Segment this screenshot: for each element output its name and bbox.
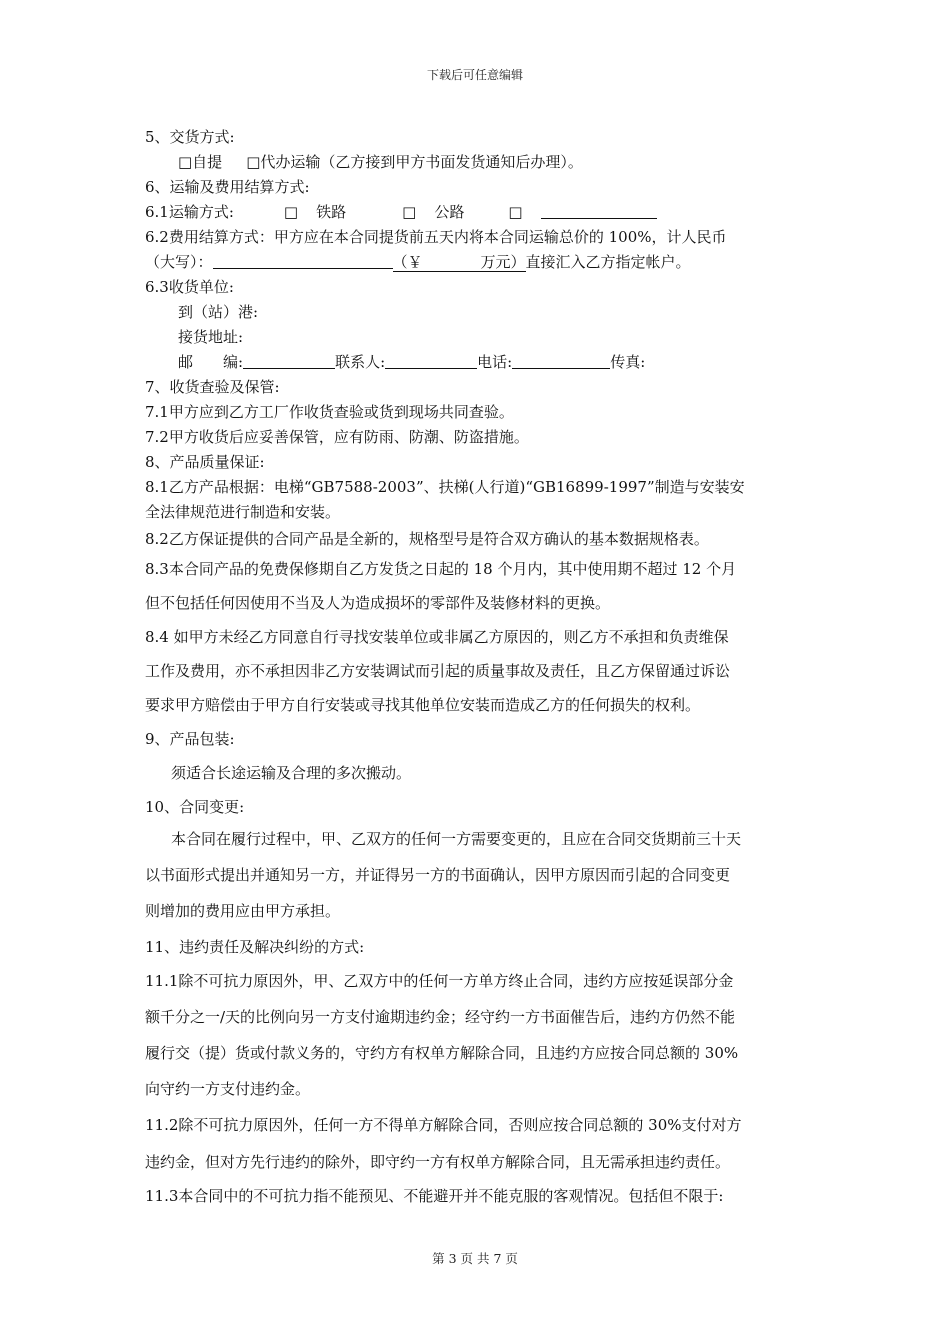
rail-label: 铁路 [316, 203, 347, 221]
destination-station: 到（站）港: [178, 303, 259, 321]
fee-settlement-line-1: 6.2费用结算方式：甲方应在本合同提货前五天内将本合同运输总价的 100%，计人民币 [145, 228, 727, 246]
section-9-title: 9、产品包装: [145, 730, 235, 748]
clause-8-1-line-2: 全法律规范进行制造和安装。 [145, 503, 341, 521]
phone-blank [512, 352, 610, 369]
checkbox-road: □ [402, 203, 417, 221]
clause-11-1-line-3: 履行交（提）货或付款义务的，守约方有权单方解除合同，且违约方应按合同总额的 30% [145, 1044, 739, 1062]
receiving-address: 接货地址: [178, 328, 244, 346]
transport-method-label: 6.1运输方式: [145, 203, 234, 221]
page-footer: 第 3 页 共 7 页 [432, 1251, 518, 1266]
clause-11-1-line-1: 11.1除不可抗力原因外，甲、乙双方中的任何一方单方终止合同，违约方应按延误部分金 [145, 972, 734, 990]
checkbox-other: □ [508, 203, 523, 221]
contact-blank [385, 352, 477, 369]
page-header: 下载后可任意编辑 [426, 68, 523, 82]
transport-method-line [145, 202, 657, 222]
section-6-title: 6、运输及费用结算方式: [145, 178, 310, 196]
road-label: 公路 [434, 203, 465, 221]
section-5-title: 5、交货方式: [145, 128, 235, 146]
contact-label: 联系人: [335, 353, 386, 371]
yuan-prefix: （￥ [392, 253, 423, 271]
clause-11-3: 11.3本合同中的不可抗力指不能预见、不能避开并不能克服的客观情况。包括但不限于: [145, 1187, 724, 1205]
clause-8-4-line-1: 8.4 如甲方未经乙方同意自行寻找安装单位或非属乙方原因的，则乙方不承担和负责维保 [145, 628, 729, 646]
postcode-blank [243, 352, 335, 369]
section-7-title: 7、收货查验及保管: [145, 378, 280, 396]
checkbox-rail: □ [283, 203, 299, 221]
clause-11-2-line-1: 11.2除不可抗力原因外，任何一方不得单方解除合同，否则应按合同总额的 30%支付对方 [145, 1116, 742, 1134]
section-10-title: 10、合同变更: [145, 798, 245, 816]
fee-settlement-line-2 [145, 252, 691, 272]
contract-change-line-1: 本合同在履行过程中，甲、乙双方的任何一方需要变更的，且应在合同交货期前三十天 [171, 830, 742, 848]
clause-8-4-line-2: 工作及费用，亦不承担因非乙方安装调试而引起的质量事故及责任，且乙方保留通过诉讼 [145, 662, 731, 680]
clause-8-3-line-1: 8.3本合同产品的免费保修期自乙方发货之日起的 18 个月内，其中使用期不超过 12 个月 [145, 560, 737, 578]
amount-words-blank [213, 252, 393, 269]
clause-8-2: 8.2乙方保证提供的合同产品是全新的，规格型号是符合双方确认的基本数据规格表。 [145, 530, 709, 548]
contract-change-line-2: 以书面形式提出并通知另一方，并证得另一方的书面确认，因甲方原因而引起的合同变更 [145, 866, 731, 884]
other-method-blank [541, 202, 657, 219]
postcode-label: 邮 编: [178, 353, 244, 371]
option-agent-transport: □代办运输（乙方接到甲方书面发货通知后办理）。 [246, 153, 583, 171]
section-8-title: 8、产品质量保证: [145, 453, 265, 471]
delivery-options [178, 152, 583, 172]
clause-8-4-line-3: 要求甲方赔偿由于甲方自行安装或寻找其他单位安装而造成乙方的任何损失的权利。 [145, 696, 701, 714]
clause-7-1: 7.1甲方应到乙方工厂作收货查验或货到现场共同查验。 [145, 403, 514, 421]
consignee-title: 6.3收货单位: [145, 278, 234, 296]
amount-figure-field [393, 253, 526, 272]
clause-8-1-line-1: 8.1乙方产品根据：电梯“GB7588-2003”、扶梯(人行道)“GB16899-1997”制造与安装安 [145, 478, 745, 496]
contract-change-line-3: 则增加的费用应由甲方承担。 [145, 902, 341, 920]
clause-7-2: 7.2甲方收货后应妥善保管，应有防雨、防潮、防盗措施。 [145, 428, 529, 446]
wan-yuan-suffix: 万元） [480, 253, 526, 271]
clause-11-2-line-2: 违约金，但对方先行违约的除外，即守约一方有权单方解除合同，且无需承担违约责任。 [145, 1153, 731, 1171]
section-11-title: 11、违约责任及解决纠纷的方式: [145, 938, 365, 956]
contact-info-line [178, 352, 645, 372]
option-self-pickup: □自提 [178, 153, 223, 171]
remit-text: 直接汇入乙方指定帐户。 [525, 253, 691, 271]
packaging-text: 须适合长途运输及合理的多次搬动。 [171, 764, 412, 782]
clause-11-1-line-2: 额千分之一/天的比例向另一方支付逾期违约金；经守约一方书面催告后，违约方仍然不能 [145, 1008, 736, 1026]
fax-label: 传真: [610, 353, 646, 371]
clause-8-3-line-2: 但不包括任何因使用不当及人为造成损坏的零部件及装修材料的更换。 [145, 594, 611, 612]
phone-label: 电话: [477, 353, 513, 371]
clause-11-1-line-4: 向守约一方支付违约金。 [145, 1080, 311, 1098]
amount-words-label: （大写）： [145, 253, 213, 271]
